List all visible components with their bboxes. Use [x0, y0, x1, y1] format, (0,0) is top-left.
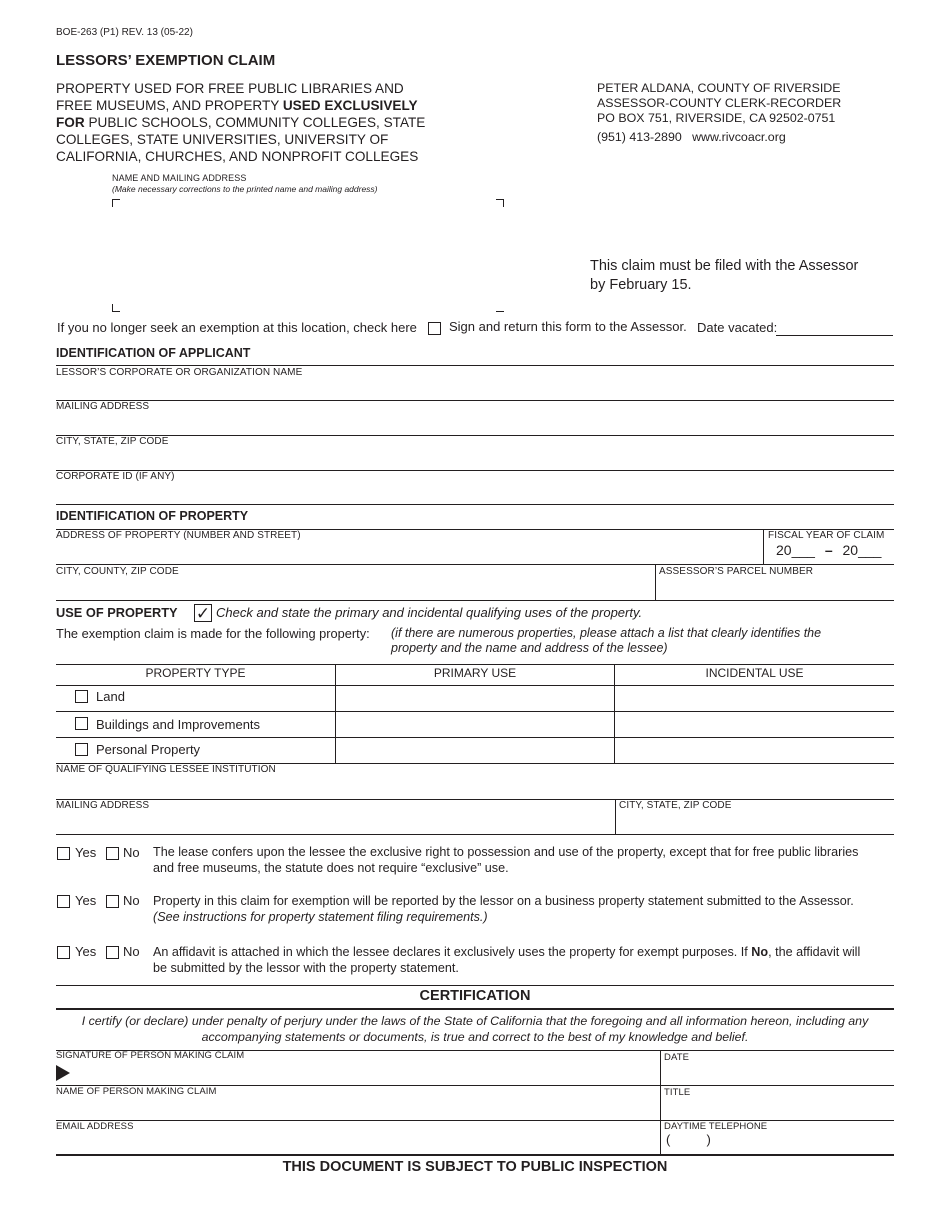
corporate-id-label: CORPORATE ID (IF ANY): [56, 471, 175, 482]
rule: [56, 564, 894, 565]
rule: [56, 737, 894, 738]
signature-label: SIGNATURE OF PERSON MAKING CLAIM: [56, 1050, 245, 1061]
row-land-label: Land: [96, 689, 125, 704]
q1-no-label: No: [123, 845, 140, 860]
form-id: BOE-263 (P1) REV. 13 (05-22): [56, 27, 193, 38]
fiscal-year-dash: –: [824, 542, 833, 558]
rule: [56, 1008, 894, 1010]
use-instruction: Check and state the primary and incidental qualifying uses of the property.: [216, 605, 643, 620]
rule: [56, 470, 894, 471]
rule: [56, 1154, 894, 1156]
applicant-city-label: CITY, STATE, ZIP CODE: [56, 436, 169, 447]
vacate-sign-text: Sign and return this form to the Assessor.: [449, 319, 687, 334]
rule: [56, 1120, 894, 1121]
claimant-name-field[interactable]: [56, 1097, 658, 1119]
q1-no-checkbox[interactable]: [106, 847, 119, 860]
rule: [614, 664, 615, 763]
table-header-primary-use: PRIMARY USE: [433, 666, 517, 680]
corporate-id-field[interactable]: [56, 482, 894, 504]
form-subtitle: PROPERTY USED FOR FREE PUBLIC LIBRARIES AND FREE MUSEUMS, AND PROPERTY USED EXCLUSIVELY FOR PUBLIC SCHOOLS, COMMUNITY COLLEGES, STATE COLLEGES, STATE UNIVERSITIES, UNIVERSITY OF CALIFORNIA, CHURCHES, AND NONPROFIT COLLEGES: [56, 81, 426, 164]
phone-field[interactable]: ( ): [666, 1132, 711, 1147]
assessor-website[interactable]: www.rivcoacr.org: [692, 130, 786, 144]
table-header-incidental-use: INCIDENTAL USE: [705, 666, 804, 680]
org-name-label: LESSOR’S CORPORATE OR ORGANIZATION NAME: [56, 367, 303, 378]
rule: [615, 799, 616, 834]
rule: [56, 711, 894, 712]
rule: [56, 600, 894, 601]
rule: [56, 435, 894, 436]
fiscal-year-to: 20___: [842, 542, 882, 558]
mailing-block-label: NAME AND MAILING ADDRESS: [112, 173, 247, 183]
parcel-number-field[interactable]: [659, 577, 894, 599]
personal-incidental-use-field[interactable]: [616, 739, 893, 762]
q2-yes-checkbox[interactable]: [57, 895, 70, 908]
q3-no-label: No: [123, 944, 140, 959]
filing-deadline-notice: This claim must be filed with the Assessor by February 15.: [590, 258, 859, 293]
parcel-number-label: ASSESSOR’S PARCEL NUMBER: [659, 566, 814, 577]
date-vacated-label: Date vacated:: [697, 320, 778, 335]
q1-yes-label: Yes: [75, 845, 97, 860]
buildings-primary-use-field[interactable]: [337, 713, 613, 736]
lessee-mailing-label: MAILING ADDRESS: [56, 800, 150, 811]
rule: [655, 564, 656, 601]
q1-yes-checkbox[interactable]: [57, 847, 70, 860]
land-incidental-use-field[interactable]: [616, 687, 893, 710]
assessor-address: PETER ALDANA, COUNTY OF RIVERSIDE ASSESSOR-COUNTY CLERK-RECORDER PO BOX 751, RIVERSIDE, CA 92502-0751 (951) 413-2890 www.rivcoacr.org: [597, 81, 842, 144]
q2-text: Property in this claim for exemption will be reported by the lessor on a business property statement submitted to the Assessor. (See instructions for property statement filing requirements.): [153, 894, 854, 924]
date-field[interactable]: [664, 1062, 894, 1084]
q2-yes-label: Yes: [75, 893, 97, 908]
rule: [335, 664, 336, 763]
q3-yes-label: Yes: [75, 944, 97, 959]
lessee-city-label: CITY, STATE, ZIP CODE: [619, 800, 732, 811]
assessor-phone: (951) 413-2890: [597, 130, 682, 144]
lessee-name-field[interactable]: [56, 775, 894, 798]
applicant-mailing-label: MAILING ADDRESS: [56, 401, 150, 412]
signature-field[interactable]: [74, 1062, 658, 1084]
checkmark-icon: ✓: [195, 604, 211, 623]
property-address-label: ADDRESS OF PROPERTY (NUMBER AND STREET): [56, 530, 301, 541]
fiscal-year-from: 20___: [776, 542, 815, 558]
personal-property-checkbox[interactable]: [75, 743, 88, 756]
land-primary-use-field[interactable]: [337, 687, 613, 710]
rule: [763, 529, 764, 564]
signature-arrow-icon: [56, 1065, 70, 1081]
property-address-field[interactable]: [56, 541, 762, 563]
rule: [660, 1050, 661, 1154]
email-field[interactable]: [56, 1132, 658, 1153]
form-title: LESSORS’ EXEMPTION CLAIM: [56, 52, 276, 69]
date-label: DATE: [664, 1052, 690, 1063]
use-heading: USE OF PROPERTY: [56, 605, 178, 620]
lessee-mailing-field[interactable]: [56, 811, 614, 833]
row-personal-property-label: Personal Property: [96, 742, 201, 757]
rule: [56, 365, 894, 366]
certification-heading: CERTIFICATION: [419, 988, 531, 1004]
q2-no-checkbox[interactable]: [106, 895, 119, 908]
rule: [56, 685, 894, 686]
fiscal-year-field[interactable]: [776, 542, 881, 558]
mailing-window-corner-bl: [112, 304, 120, 312]
q3-no-checkbox[interactable]: [106, 946, 119, 959]
buildings-incidental-use-field[interactable]: [616, 713, 893, 736]
rule: [56, 834, 894, 835]
land-checkbox[interactable]: [75, 690, 88, 703]
lessee-name-label: NAME OF QUALIFYING LESSEE INSTITUTION: [56, 764, 276, 775]
row-buildings-label: Buildings and Improvements: [96, 717, 261, 732]
certification-statement: I certify (or declare) under penalty of perjury under the laws of the State of California that the foregoing and all information hereon, including any accompanying statements or documents, is true and correct to the best of my knowledge and belief.: [81, 1014, 869, 1044]
rule: [56, 985, 894, 986]
applicant-heading: IDENTIFICATION OF APPLICANT: [56, 346, 251, 360]
claimant-name-label: NAME OF PERSON MAKING CLAIM: [56, 1086, 217, 1097]
mailing-window-corner-tl: [112, 199, 120, 207]
fiscal-year-label: FISCAL YEAR OF CLAIM: [768, 530, 885, 541]
property-city-label: CITY, COUNTY, ZIP CODE: [56, 566, 179, 577]
q1-text: The lease confers upon the lessee the exclusive right to possession and use of the property, except that for free public libraries and free museums, the statute does not require “exclusive” use.: [153, 845, 859, 875]
mailing-window-corner-tr: [496, 199, 504, 207]
rule: [56, 504, 894, 505]
title-label: TITLE: [664, 1087, 691, 1098]
mailing-window-corner-br: [496, 311, 504, 312]
lessee-city-field[interactable]: [619, 811, 894, 833]
rule: [56, 664, 894, 665]
property-city-field[interactable]: [56, 577, 654, 599]
numerous-properties-note: (if there are numerous properties, please attach a list that clearly identifies the property and the name and address of the lessee): [391, 626, 822, 655]
vacate-checkbox[interactable]: [428, 322, 441, 335]
mailing-block-note: (Make necessary corrections to the printed name and mailing address): [112, 184, 378, 194]
q3-text: An affidavit is attached in which the lessee declares it exclusively uses the property for exempt purposes. If No, the affidavit will be submitted by the lessor with the property statement.: [153, 945, 861, 975]
org-name-field[interactable]: [56, 378, 894, 400]
phone-label: DAYTIME TELEPHONE: [664, 1121, 768, 1132]
date-vacated-field[interactable]: [776, 335, 893, 336]
applicant-mailing-field[interactable]: [56, 412, 894, 434]
vacate-text: If you no longer seek an exemption at this location, check here: [57, 320, 417, 335]
email-label: EMAIL ADDRESS: [56, 1121, 134, 1132]
applicant-city-field[interactable]: [56, 447, 894, 469]
property-heading: IDENTIFICATION OF PROPERTY: [56, 509, 249, 523]
buildings-checkbox[interactable]: [75, 717, 88, 730]
q2-no-label: No: [123, 893, 140, 908]
rule: [56, 799, 894, 800]
rule: [56, 400, 894, 401]
exemption-claim-text: The exemption claim is made for the following property:: [56, 626, 370, 641]
title-field[interactable]: [664, 1097, 894, 1119]
q3-yes-checkbox[interactable]: [57, 946, 70, 959]
public-inspection-footer: THIS DOCUMENT IS SUBJECT TO PUBLIC INSPECTION: [282, 1159, 668, 1175]
personal-primary-use-field[interactable]: [337, 739, 613, 762]
table-header-property-type: PROPERTY TYPE: [145, 666, 246, 680]
